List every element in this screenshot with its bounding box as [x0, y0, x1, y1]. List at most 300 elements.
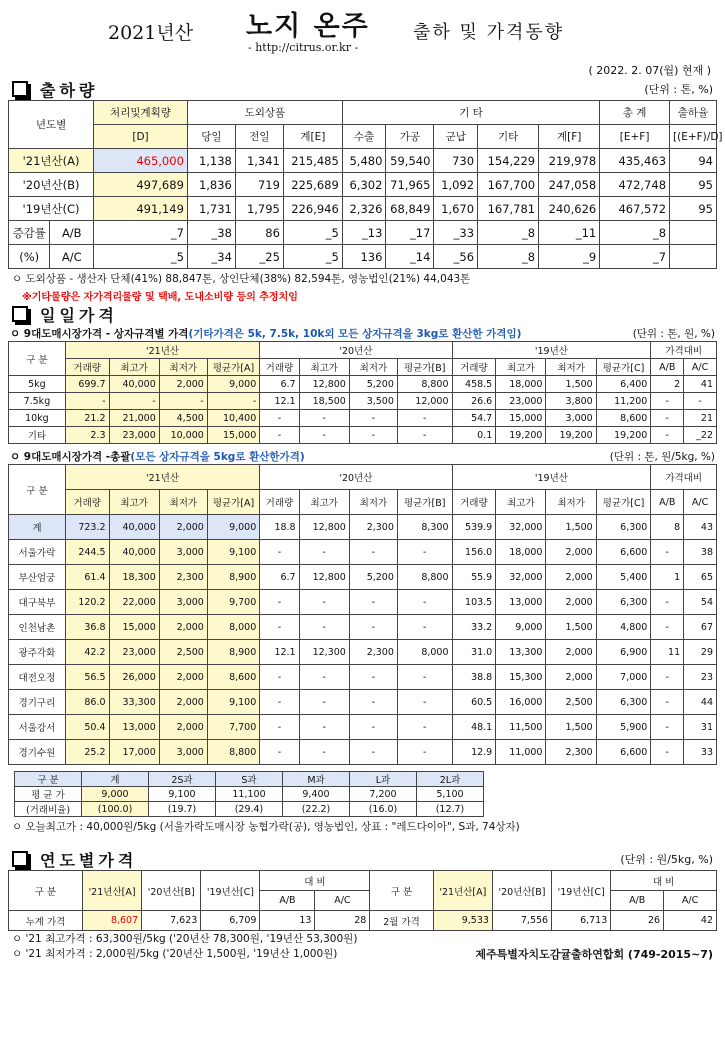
y-row1-a: 8,607	[82, 911, 141, 931]
cell: 86	[235, 221, 283, 245]
cell	[670, 245, 717, 269]
cell: 6,300	[596, 590, 651, 615]
cell: -	[260, 615, 299, 640]
hdr-avg_a: 평균가[A]	[207, 490, 259, 515]
cell: 10,400	[207, 410, 259, 427]
hdr-gubun: 구 분	[9, 465, 66, 515]
cell: 8,600	[596, 410, 651, 427]
cell: -	[349, 665, 397, 690]
cell: 40,000	[109, 376, 159, 393]
y-hdr-gubun: 구 분	[9, 871, 83, 911]
foot1-text: ㅇ '21 최고가격 : 63,300원/5kg ('20년산 78,300원, '19년산 53,300원)	[12, 933, 358, 945]
hdr-year: 년도별	[9, 101, 94, 149]
cell: 1,836	[187, 173, 235, 197]
cell: 1,500	[546, 376, 596, 393]
hdr-avg_b: 평균가[B]	[397, 359, 452, 376]
cell: 6,302	[342, 173, 386, 197]
cell: 226,946	[283, 197, 342, 221]
cell: 11,000	[496, 740, 546, 765]
unit-label: (단위 : 톤, 원, %)	[632, 327, 715, 340]
cell: 4,500	[159, 410, 207, 427]
y-hdr-a2: '21년산[A]	[433, 871, 492, 911]
y-hdr-ac: A/C	[315, 891, 370, 911]
cell: 5,900	[596, 715, 651, 740]
cell: 61.4	[65, 565, 109, 590]
cell: 15,000	[109, 615, 159, 640]
row-label: 부산엄궁	[9, 565, 66, 590]
grade-ratio: (16.0)	[350, 802, 417, 817]
row-label: '19년산(C)	[9, 197, 94, 221]
grade-hdr-col: 계	[82, 772, 149, 787]
cell: 8,800	[397, 376, 452, 393]
daily-note: ㅇ 오늘최고가 : 40,000원/5kg (서울가락도매시장 농협가락(공), 영농법인, 상표 : "레드다이아", S과, 74상자)	[12, 821, 520, 833]
cell: -	[397, 615, 452, 640]
y-row2-label: 2월 가격	[370, 911, 433, 931]
cell: 6.7	[260, 565, 299, 590]
cell: _22	[684, 427, 717, 444]
table-row	[9, 640, 717, 665]
cell: 1,500	[546, 615, 596, 640]
table-row	[9, 515, 717, 540]
cell: 8,300	[397, 515, 452, 540]
cell: -	[349, 740, 397, 765]
cell: _8	[600, 221, 670, 245]
y-hdr-gubun2: 구 분	[370, 871, 433, 911]
cell: 1,500	[546, 515, 596, 540]
grade-price: 5,100	[417, 787, 484, 802]
cell: 2,000	[159, 615, 207, 640]
y-hdr-a: '21년산[A]	[82, 871, 141, 911]
table-row	[9, 149, 717, 173]
cell: 8,800	[207, 740, 259, 765]
cell: -	[349, 410, 397, 427]
cell: 2,000	[159, 690, 207, 715]
checkbox-square-icon	[12, 851, 28, 867]
y-row1-b: 7,623	[142, 911, 201, 931]
cell: 65	[684, 565, 717, 590]
row-label: 인천남촌	[9, 615, 66, 640]
cell: 2,000	[159, 715, 207, 740]
cell: 54.7	[452, 410, 496, 427]
cell: -	[299, 410, 349, 427]
cell: 33	[684, 740, 717, 765]
cell: 33,300	[109, 690, 159, 715]
cell: 26,000	[109, 665, 159, 690]
cell: 40,000	[109, 515, 159, 540]
hdr-prev: 전일	[235, 125, 283, 149]
hdr-ratio-f: [(E+F)/D]	[670, 125, 717, 149]
cell: 25.2	[65, 740, 109, 765]
cell: 68,849	[386, 197, 434, 221]
cell: 1,138	[187, 149, 235, 173]
grade-hdr-col: 2L과	[417, 772, 484, 787]
row-label: 10kg	[9, 410, 66, 427]
cell: 12,800	[299, 376, 349, 393]
hdr-plan: 처리및계획량	[94, 101, 188, 125]
cell: 2,500	[546, 690, 596, 715]
hdr-vol: 거래량	[65, 359, 109, 376]
cell: 21,000	[109, 410, 159, 427]
hdr-ac: A/C	[684, 359, 717, 376]
cell: 36.8	[65, 615, 109, 640]
cell: 0.1	[452, 427, 496, 444]
sub1-text: ㅇ 9대도매시장가격 - 상자규격별 가격	[10, 327, 189, 340]
header-row	[9, 490, 717, 515]
cell: 8,900	[207, 640, 259, 665]
cell: 5,200	[349, 376, 397, 393]
pct-label: (%)	[9, 245, 50, 269]
cell: 31.0	[452, 640, 496, 665]
y-hdr-ab2: A/B	[611, 891, 664, 911]
cell: 38	[684, 540, 717, 565]
organization-name: 제주특별자치도감귤출하연합회 (749-2015~7)	[475, 947, 713, 961]
cell: -	[159, 393, 207, 410]
y-hdr-c: '19년산[C]	[201, 871, 260, 911]
checkbox-square-icon	[12, 81, 28, 97]
cell: 9,700	[207, 590, 259, 615]
grade-ratio: (29.4)	[216, 802, 283, 817]
cell: 4,800	[596, 615, 651, 640]
cell: -	[299, 690, 349, 715]
cell: 2,000	[546, 590, 596, 615]
y-row2-a: 9,533	[433, 911, 492, 931]
report-url: - http://citrus.or.kr -	[248, 41, 359, 54]
grade-price: 9,100	[149, 787, 216, 802]
cell: -	[651, 665, 684, 690]
hdr-ratio: 출하율	[670, 101, 717, 125]
cell: 3,000	[546, 410, 596, 427]
cell: 32,000	[496, 515, 546, 540]
foot2-text: ㅇ '21 최저가격 : 2,000원/5kg ('20년산 1,500원, '19년산 1,000원)	[12, 948, 338, 960]
cell: -	[260, 740, 299, 765]
row-label: 서울강서	[9, 715, 66, 740]
cell: 156.0	[452, 540, 496, 565]
yearly-foot1	[8, 931, 717, 946]
hdr-max: 최고가	[299, 359, 349, 376]
y-row1-ab: 13	[260, 911, 315, 931]
cell: 33.2	[452, 615, 496, 640]
cell: -	[260, 690, 299, 715]
hdr-sum-e: 계[E]	[283, 125, 342, 149]
cell: -	[260, 427, 299, 444]
unit-label: (단위 : 톤, %)	[644, 83, 713, 96]
row-label: 기타	[9, 427, 66, 444]
hdr-avg_a: 평균가[A]	[207, 359, 259, 376]
cell: 2,000	[159, 376, 207, 393]
header-row	[9, 465, 717, 490]
hdr-min: 최저가	[546, 359, 596, 376]
cell: 2,326	[342, 197, 386, 221]
table-row	[9, 173, 717, 197]
cell: 12,800	[299, 565, 349, 590]
cell: _13	[342, 221, 386, 245]
cell: 240,626	[539, 197, 600, 221]
cell: -	[651, 590, 684, 615]
hdr-outside: 도외상품	[187, 101, 342, 125]
cell: 8,000	[207, 615, 259, 640]
y-row1-c: 6,709	[201, 911, 260, 931]
table-row	[15, 787, 484, 802]
cell: 71,965	[386, 173, 434, 197]
cell: 467,572	[600, 197, 670, 221]
cell: 56.5	[65, 665, 109, 690]
report-year: 2021년산	[108, 22, 194, 44]
hdr-min: 최저가	[349, 490, 397, 515]
hdr-ac: A/C	[684, 490, 717, 515]
cell: 6,600	[596, 540, 651, 565]
grade-hdr-col: S과	[216, 772, 283, 787]
cell: -	[260, 665, 299, 690]
cell: 48.1	[452, 715, 496, 740]
y-hdr-c2: '19년산[C]	[552, 871, 611, 911]
cell: -	[299, 740, 349, 765]
shipping-warning: ※기타물량은 자가격리물량 및 택배, 도내소비량 등의 추정치임	[22, 292, 298, 303]
hdr-today: 당일	[187, 125, 235, 149]
cell: -	[299, 715, 349, 740]
cell: 32,000	[496, 565, 546, 590]
cell: 44	[684, 690, 717, 715]
hdr-min: 최저가	[546, 490, 596, 515]
yearly-foot2	[8, 946, 717, 961]
hdr-min: 최저가	[159, 490, 207, 515]
cell: 6,900	[596, 640, 651, 665]
cell: 167,781	[478, 197, 539, 221]
cell: -	[299, 540, 349, 565]
cell: 9,000	[496, 615, 546, 640]
sub1-blue: (기타가격은 5k, 7.5k, 10k외 모든 상자규격을 3kg로 환산한 가격임)	[188, 327, 522, 340]
cell: 94	[670, 149, 717, 173]
hdr-gubun: 구 분	[9, 342, 66, 376]
cell: -	[397, 690, 452, 715]
cell: 5,200	[349, 565, 397, 590]
cell: -	[299, 615, 349, 640]
cell: -	[299, 665, 349, 690]
cell: -	[651, 615, 684, 640]
hdr-cmp: 가격대비	[651, 465, 717, 490]
cell: 12,800	[299, 515, 349, 540]
cell: -	[651, 540, 684, 565]
row-label: 대전오정	[9, 665, 66, 690]
cell: _5	[283, 221, 342, 245]
cell: _38	[187, 221, 235, 245]
hdr-avg_c: 평균가[C]	[596, 359, 651, 376]
cell: 2,300	[546, 740, 596, 765]
table-row	[9, 615, 717, 640]
cell: 8,800	[397, 565, 452, 590]
hdr-vol: 거래량	[260, 359, 299, 376]
hdr-min: 최저가	[159, 359, 207, 376]
cell: 13,300	[496, 640, 546, 665]
grade-hdr-col: L과	[350, 772, 417, 787]
hdr-plan-d: [D]	[94, 125, 188, 149]
cell: 60.5	[452, 690, 496, 715]
cell: 23	[684, 665, 717, 690]
cell: -	[349, 427, 397, 444]
y-hdr-b2: '20년산[B]	[492, 871, 551, 911]
table-row	[9, 221, 717, 245]
cell: 9,000	[207, 515, 259, 540]
cell: 539.9	[452, 515, 496, 540]
report-date: ( 2022. 2. 07(월) 현재 )	[588, 64, 711, 77]
cell: 12,000	[397, 393, 452, 410]
hdr-army: 군납	[434, 125, 478, 149]
cell: 41	[684, 376, 717, 393]
hdr-y20: '20년산	[260, 342, 452, 359]
hdr-avg_b: 평균가[B]	[397, 490, 452, 515]
cell: 38.8	[452, 665, 496, 690]
cell: 11,500	[496, 715, 546, 740]
y-hdr-b: '20년산[B]	[142, 871, 201, 911]
header-row	[9, 342, 717, 359]
cell: 6,300	[596, 515, 651, 540]
cell: 11,200	[596, 393, 651, 410]
cell: 42.2	[65, 640, 109, 665]
hdr-ab: A/B	[651, 359, 684, 376]
cell: -	[349, 590, 397, 615]
ratio-label: A/B	[50, 221, 94, 245]
cell: 1,670	[434, 197, 478, 221]
y-row1-ac: 28	[315, 911, 370, 931]
cell: 497,689	[94, 173, 188, 197]
y-hdr-ac2: A/C	[664, 891, 717, 911]
cell: 154,229	[478, 149, 539, 173]
header-row	[9, 359, 717, 376]
table-row	[9, 740, 717, 765]
cell: 225,689	[283, 173, 342, 197]
cell: -	[349, 615, 397, 640]
section-title: 출하량	[40, 80, 99, 100]
cell: 435,463	[600, 149, 670, 173]
cell: -	[207, 393, 259, 410]
y-row2-c: 6,713	[552, 911, 611, 931]
cell: -	[651, 410, 684, 427]
cell: 31	[684, 715, 717, 740]
cell: -	[397, 665, 452, 690]
cell: _33	[434, 221, 478, 245]
grade-ratio: (22.2)	[283, 802, 350, 817]
grade-avg-label: 평 균 가	[15, 787, 82, 802]
hdr-y21: '21년산	[65, 465, 259, 490]
row-label: 경기수원	[9, 740, 66, 765]
cell: 1,795	[235, 197, 283, 221]
cell: 1,731	[187, 197, 235, 221]
cell: 17,000	[109, 740, 159, 765]
cell: _8	[478, 221, 539, 245]
cell: 2,500	[159, 640, 207, 665]
daily-sub2	[8, 448, 717, 464]
cell: -	[260, 715, 299, 740]
cell: 59,540	[386, 149, 434, 173]
cell: 7,000	[596, 665, 651, 690]
grade-price: 9,400	[283, 787, 350, 802]
cell: 95	[670, 173, 717, 197]
shipping-table	[8, 100, 723, 269]
grade-ratio: (12.7)	[417, 802, 484, 817]
cell: 43	[684, 515, 717, 540]
cell: 26.6	[452, 393, 496, 410]
cell: -	[397, 590, 452, 615]
cell: 103.5	[452, 590, 496, 615]
cell: 5,400	[596, 565, 651, 590]
hdr-vol: 거래량	[452, 359, 496, 376]
section-yearly	[8, 848, 717, 870]
cell: 1,500	[546, 715, 596, 740]
cell: 6,300	[596, 690, 651, 715]
hdr-ab: A/B	[651, 490, 684, 515]
cell: 2,300	[349, 640, 397, 665]
cell: 458.5	[452, 376, 496, 393]
cell: 2,000	[546, 540, 596, 565]
row-label: 계	[9, 515, 66, 540]
cell: 219,978	[539, 149, 600, 173]
cell: 699.7	[65, 376, 109, 393]
daily-sub1	[8, 325, 717, 341]
table-row	[9, 715, 717, 740]
table-row	[9, 245, 717, 269]
cell: -	[260, 540, 299, 565]
cell: 6,600	[596, 740, 651, 765]
cell: _56	[434, 245, 478, 269]
cell: -	[397, 410, 452, 427]
cell: 9,100	[207, 690, 259, 715]
cell: -	[397, 540, 452, 565]
row-label: '21년산(A)	[9, 149, 94, 173]
hdr-min: 최저가	[349, 359, 397, 376]
y-row2-b: 7,556	[492, 911, 551, 931]
cell: 13,000	[109, 715, 159, 740]
report-header	[8, 0, 717, 62]
y-hdr-ab: A/B	[260, 891, 315, 911]
shipping-note: ㅇ 도외상품 - 생산자 단체(41%) 88,847톤, 상인단체(38%) 82,594톤, 영농법인(21%) 44,043톤	[12, 273, 471, 285]
cell: 723.2	[65, 515, 109, 540]
hdr-max: 최고가	[496, 359, 546, 376]
cell: -	[65, 393, 109, 410]
cell: 136	[342, 245, 386, 269]
cell: -	[651, 715, 684, 740]
cell: _7	[600, 245, 670, 269]
hdr-vol: 거래량	[260, 490, 299, 515]
cell: _9	[539, 245, 600, 269]
sub2-text: ㅇ 9대도매시장가격 -총괄	[10, 450, 131, 463]
cell: 13,000	[496, 590, 546, 615]
cell: 19,200	[596, 427, 651, 444]
table-row	[9, 565, 717, 590]
table-row	[9, 590, 717, 615]
cell: 491,149	[94, 197, 188, 221]
hdr-vol: 거래량	[452, 490, 496, 515]
row-label: 7.5kg	[9, 393, 66, 410]
cell: 18,300	[109, 565, 159, 590]
cell: 19,200	[496, 427, 546, 444]
cell: 6.7	[260, 376, 299, 393]
cell	[670, 221, 717, 245]
y-row1-label: 누계 가격	[9, 911, 83, 931]
hdr-y19: '19년산	[452, 465, 651, 490]
cell: 244.5	[65, 540, 109, 565]
cell: 21.2	[65, 410, 109, 427]
yearly-price-table	[8, 870, 717, 931]
cell: 50.4	[65, 715, 109, 740]
cell: 8,600	[207, 665, 259, 690]
cell: 6,400	[596, 376, 651, 393]
cell: 12.1	[260, 640, 299, 665]
cell: _5	[283, 245, 342, 269]
cell: 2,000	[546, 565, 596, 590]
cell: 67	[684, 615, 717, 640]
hdr-max: 최고가	[299, 490, 349, 515]
grade-hdr-gubun: 구 분	[15, 772, 82, 787]
cell: 8	[651, 515, 684, 540]
